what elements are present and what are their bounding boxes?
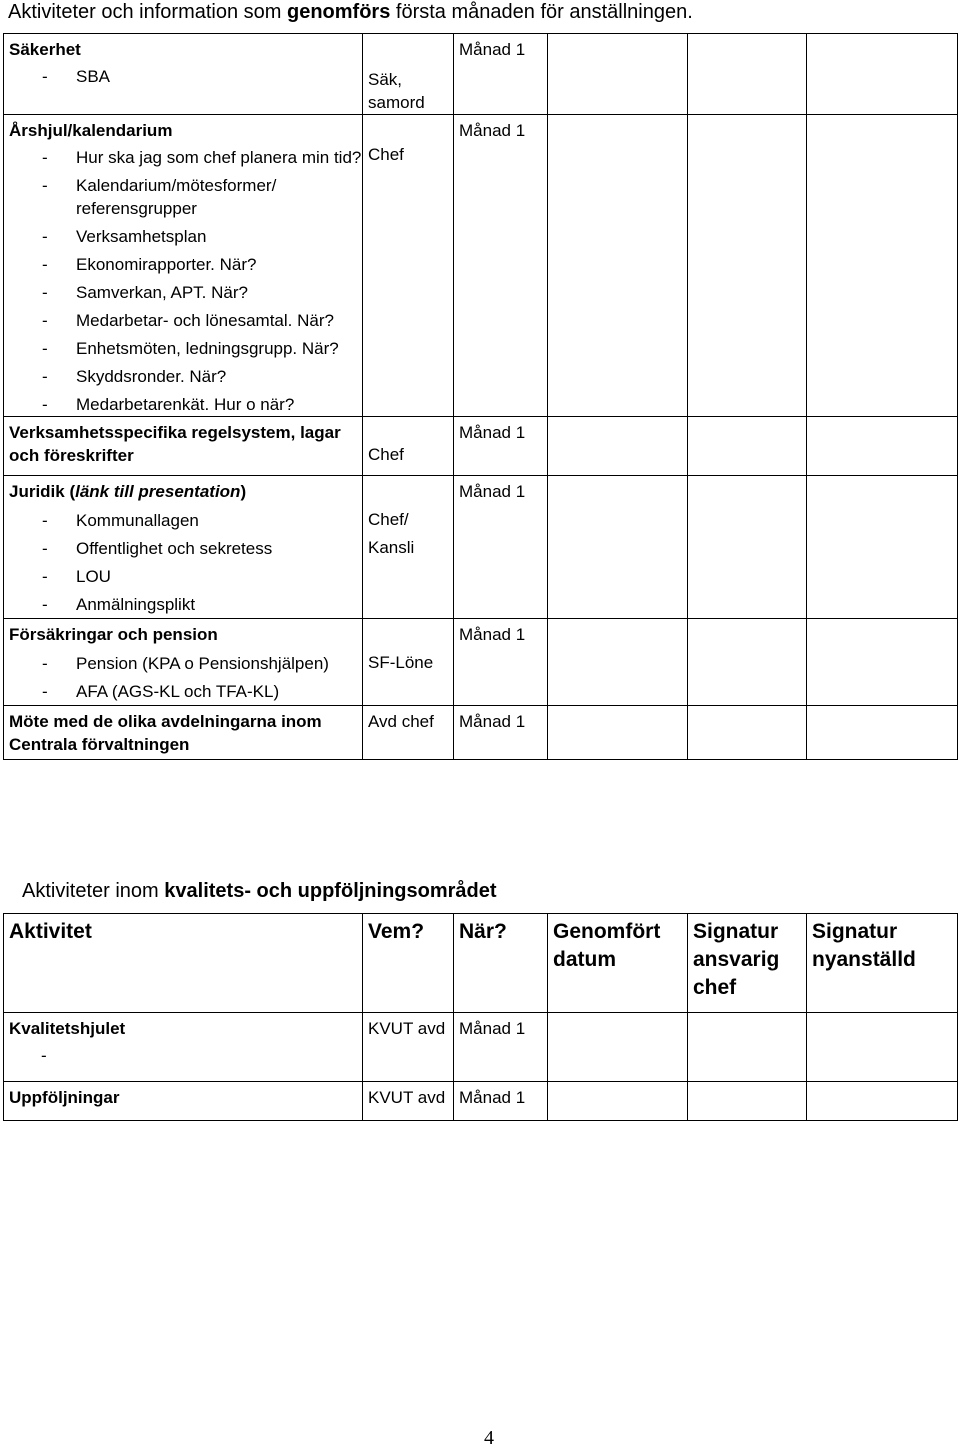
intro-prefix: Aktiviteter och information som bbox=[8, 1, 282, 23]
activity-cell: Kvalitetshjulet bbox=[9, 1019, 126, 1038]
section-title: Verksamhetsspecifika regelsystem, lagar och föreskrifter bbox=[9, 423, 341, 465]
list-item: - Medarbetarenkät. Hur o när? bbox=[4, 393, 362, 416]
item-list bbox=[4, 652, 362, 703]
when-cell: Månad 1 bbox=[459, 712, 526, 731]
list-item: - Enhetsmöten, ledningsgrupp. När? bbox=[4, 337, 362, 360]
list-item: - Samverkan, APT. När? bbox=[4, 281, 362, 304]
list-item: - Kommunallagen bbox=[4, 509, 362, 532]
responsible-cell: Chef bbox=[368, 145, 404, 164]
responsible-cell: Chef/ bbox=[368, 510, 409, 529]
page-number: 4 bbox=[484, 1427, 494, 1449]
list-item: - Offentlighet och sekretess bbox=[4, 537, 362, 560]
list-item: - Hur ska jag som chef planera min tid? bbox=[4, 146, 362, 169]
section-heading-prefix: Aktiviteter inom bbox=[22, 880, 159, 902]
quality-table bbox=[3, 913, 958, 1121]
table-header-row bbox=[4, 914, 958, 1013]
list-item: - Ekonomirapporter. När? bbox=[4, 253, 362, 276]
list-item: - Medarbetar- och lönesamtal. När? bbox=[4, 309, 362, 332]
item-list bbox=[4, 146, 362, 416]
title-prefix: Juridik ( bbox=[9, 482, 76, 501]
table-row bbox=[4, 34, 958, 115]
list-item: - SBA bbox=[4, 65, 362, 88]
list-item: - Verksamhetsplan bbox=[4, 225, 362, 248]
table-row bbox=[4, 1013, 958, 1082]
section-title bbox=[4, 480, 362, 503]
section-title: Årshjul/kalendarium bbox=[9, 121, 173, 140]
list-item: - Skyddsronder. När? bbox=[4, 365, 362, 388]
who-cell: KVUT avd bbox=[368, 1019, 446, 1038]
when-cell: Månad 1 bbox=[459, 121, 526, 140]
item-list bbox=[4, 509, 362, 616]
header-signature-new: Signatur nyanställd bbox=[812, 920, 916, 971]
first-month-table bbox=[3, 33, 958, 760]
table-row bbox=[4, 1082, 958, 1121]
title-suffix: ) bbox=[240, 482, 247, 501]
section-title: Försäkringar och pension bbox=[9, 625, 218, 644]
intro-heading bbox=[8, 0, 693, 24]
when-cell: Månad 1 bbox=[459, 423, 526, 442]
table-row bbox=[4, 706, 958, 760]
section-title: Säkerhet bbox=[9, 40, 81, 59]
section-heading bbox=[22, 878, 497, 904]
when-cell: Månad 1 bbox=[459, 1019, 526, 1038]
table-row bbox=[4, 619, 958, 706]
responsible-cell: Avd chef bbox=[368, 712, 434, 731]
responsible-cell: Chef bbox=[368, 445, 404, 464]
table-row bbox=[4, 115, 958, 417]
presentation-link[interactable]: länk till presentation bbox=[75, 482, 241, 501]
responsible-cell: SF-Löne bbox=[368, 653, 434, 672]
list-item: - LOU bbox=[4, 565, 362, 588]
who-cell: KVUT avd bbox=[368, 1088, 446, 1107]
list-item: - Kalendarium/mötesformer/ referensgrupper bbox=[4, 174, 362, 220]
header-done-date: Genomfört datum bbox=[553, 920, 661, 971]
responsible-cell: Kansli bbox=[368, 538, 415, 557]
list-item: - AFA (AGS-KL och TFA-KL) bbox=[4, 680, 362, 703]
when-cell: Månad 1 bbox=[459, 1088, 526, 1107]
when-cell: Månad 1 bbox=[459, 482, 526, 501]
table-row bbox=[4, 476, 958, 619]
section-heading-bold: kvalitets- och uppföljningsområdet bbox=[164, 880, 497, 902]
when-cell: Månad 1 bbox=[459, 40, 526, 59]
list-item: - Anmälningsplikt bbox=[4, 593, 362, 616]
when-cell: Månad 1 bbox=[459, 625, 526, 644]
activity-cell: Uppföljningar bbox=[9, 1088, 120, 1107]
header-activity: Aktivitet bbox=[9, 920, 92, 943]
intro-suffix: första månaden för anställningen. bbox=[395, 1, 693, 23]
header-signature-chef: Signatur ansvarig chef bbox=[693, 920, 780, 999]
section-title: Möte med de olika avdelningarna inom Centrala förvaltningen bbox=[9, 712, 322, 754]
responsible-cell: Säk, samord bbox=[368, 70, 425, 112]
item-list bbox=[4, 65, 362, 88]
header-when: När? bbox=[459, 920, 507, 943]
activity-dash: - bbox=[41, 1046, 47, 1065]
table-row bbox=[4, 417, 958, 476]
header-who: Vem? bbox=[368, 920, 425, 943]
list-item: - Pension (KPA o Pensionshjälpen) bbox=[4, 652, 362, 675]
intro-bold: genomförs bbox=[287, 1, 391, 23]
